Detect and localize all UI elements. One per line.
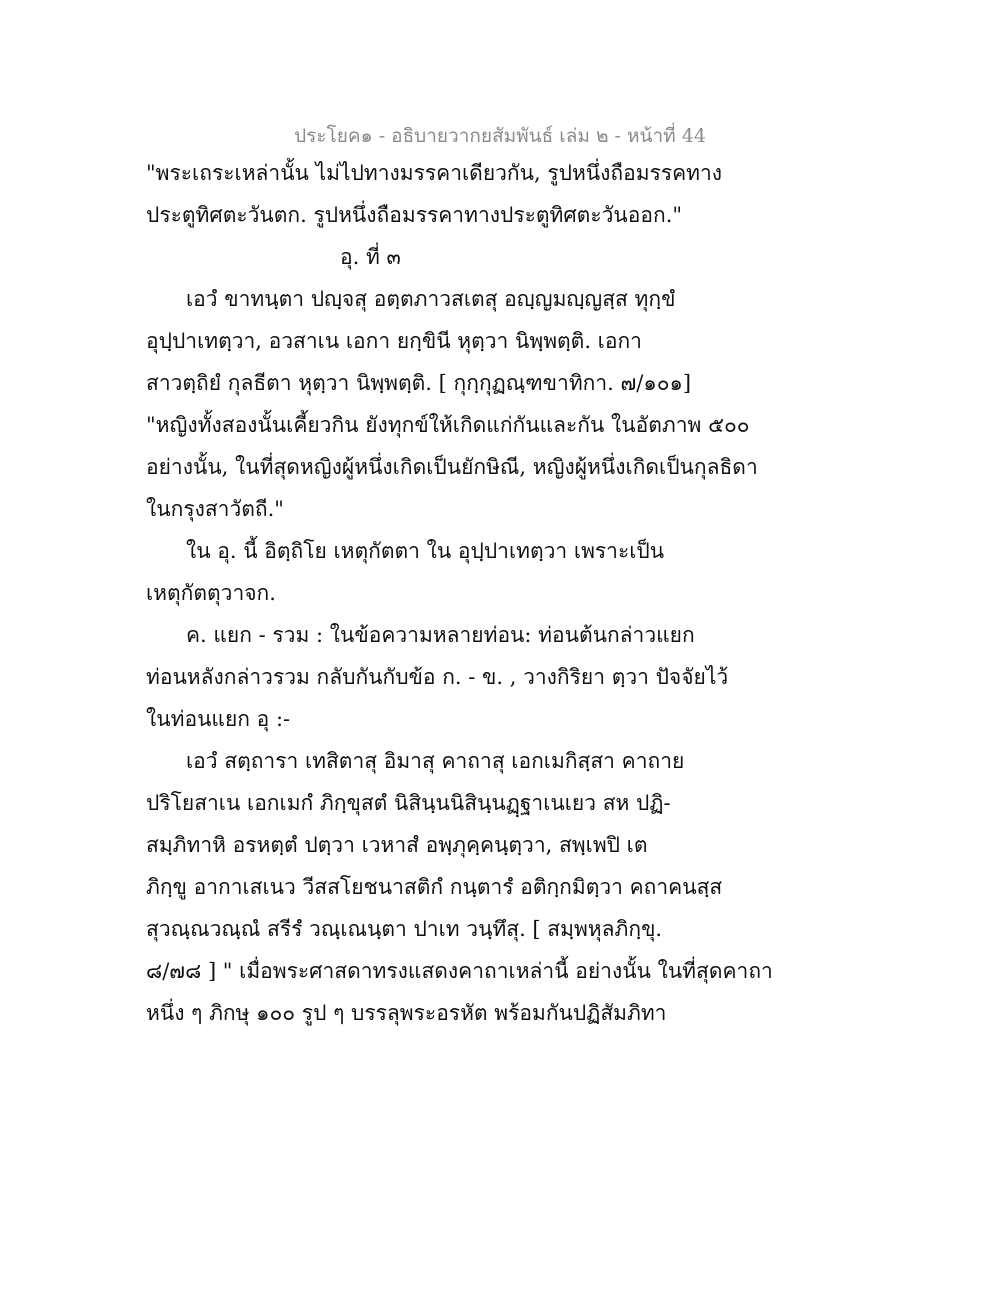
- text-line: สมฺภิทาหิ อรหตฺตํ ปตฺวา เวหาสํ อพฺภุคฺคนฺตฺวา, สพฺเพปิ เต: [146, 833, 648, 857]
- example-reference: อุ. ที่ ๓: [340, 245, 401, 269]
- text-line: ท่อนหลังกล่าวรวม กลับกันกับข้อ ก. - ข. , วางกิริยา ตฺวา ปัจจัยไว้: [146, 665, 729, 689]
- text-line: ในกรุงสาวัตถี.": [146, 497, 284, 521]
- text-line: สุวณฺณวณฺณํ สรีรํ วณฺเณนฺตา ปาเท วนฺทึสุ. [ สมฺพหุลภิกฺขุ.: [146, 917, 663, 941]
- text-line: ประตูทิศตะวันตก. รูปหนึ่งถือมรรคาทางประตูทิศตะวันออก.": [146, 203, 683, 227]
- text-line: เอวํ ขาทนฺตา ปญฺจสุ อตฺตภาวสเตสุ อญฺญมญฺญสฺส ทุกฺขํ: [186, 287, 676, 311]
- page-header: ประโยค๑ - อธิบายวากยสัมพันธ์ เล่ม ๒ - หน้าที่ 44: [294, 125, 706, 147]
- text-line: หนึ่ง ๆ ภิกษุ ๑๐๐ รูป ๆ บรรลุพระอรหัต พร้อมกันปฏิสัมภิทา: [146, 1001, 667, 1025]
- text-line: เอวํ สตฺถารา เทสิตาสุ อิมาสุ คาถาสุ เอกเมกิสฺสา คาถาย: [186, 749, 685, 773]
- text-line: "พระเถระเหล่านั้น ไม่ไปทางมรรคาเดียวกัน, รูปหนึ่งถือมรรคทาง: [146, 161, 723, 185]
- text-line: ใน อุ. นี้ อิตฺถิโย เหตุกัตตา ใน อุปฺปาเทตฺวา เพราะเป็น: [186, 539, 665, 563]
- text-line: อย่างนั้น, ในที่สุดหญิงผู้หนึ่งเกิดเป็นยักษิณี, หญิงผู้หนึ่งเกิดเป็นกุลธิดา: [146, 455, 758, 479]
- text-line: เหตุกัตตุวาจก.: [146, 581, 276, 605]
- text-line: ๘/๗๘ ] " เมื่อพระศาสดาทรงแสดงคาถาเหล่านี้ อย่างนั้น ในที่สุดคาถา: [146, 959, 773, 983]
- text-line: "หญิงทั้งสองนั้นเคี้ยวกิน ยังทุกข์ให้เกิดแก่กันและกัน ในอัตภาพ ๕๐๐: [146, 413, 750, 437]
- text-line: ในท่อนแยก อุ :-: [146, 707, 291, 731]
- text-line: สาวตฺถิยํ กุลธีตา หุตฺวา นิพฺพตฺติ. [ กุกฺกุฏณฺฑขาทิกา. ๗/๑๐๑]: [146, 371, 692, 395]
- text-line: ภิกฺขู อากาเสเนว วีสสโยชนาสติกํ กนฺตารํ อติกฺกมิตฺวา คถาคนสฺส: [146, 875, 723, 899]
- text-line: ปริโยสาเน เอกเมกํ ภิกฺขุสตํ นิสินฺนนิสินฺนฏฺฐาเนเยว สห ปฏิ-: [146, 791, 671, 815]
- section-heading: ค. แยก - รวม : ในข้อความหลายท่อน: ท่อนต้นกล่าวแยก: [186, 623, 695, 647]
- text-line: อุปฺปาเทตฺวา, อวสาเน เอกา ยกฺขินี หุตฺวา นิพฺพตฺติ. เอกา: [146, 329, 642, 353]
